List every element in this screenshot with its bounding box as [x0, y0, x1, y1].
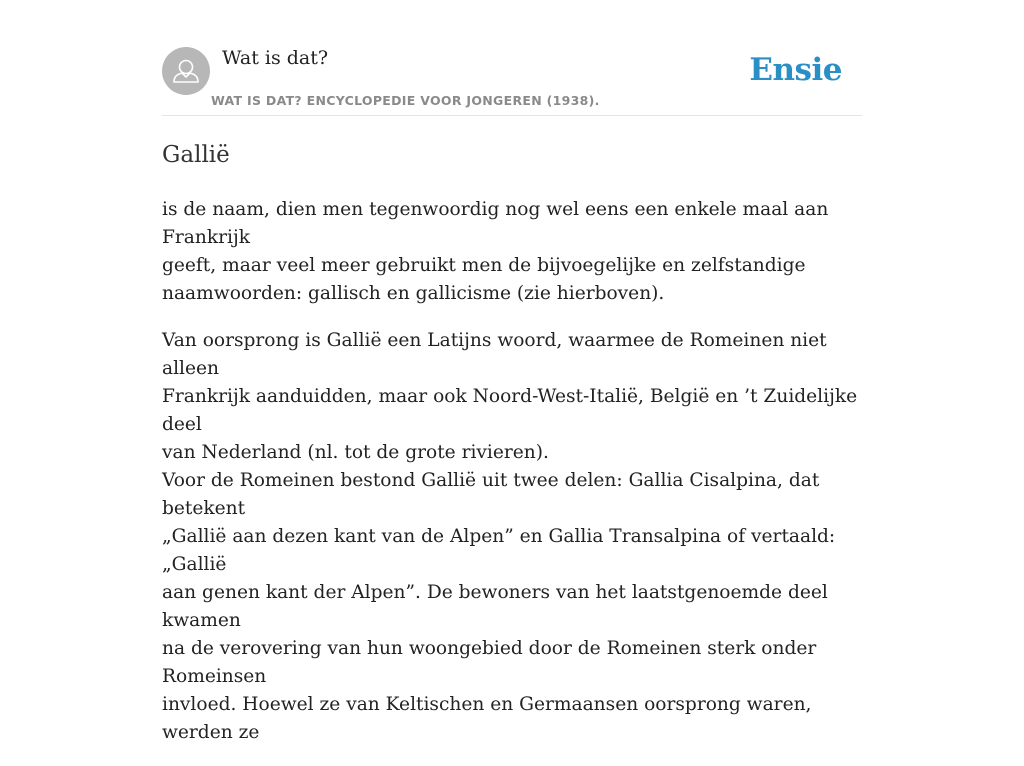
article-paragraph: is de naam, dien men tegenwoordig nog wel eens een enkele maal aan Frankrijk geeft, maar veel meer gebruikt men de bijvoegelijke en zelfstandige naamwoorden: gallisch en gallicisme (zie hierboven). [162, 199, 829, 304]
ensie-logo[interactable]: Ensie [749, 52, 842, 88]
source-subtitle: WAT IS DAT? ENCYCLOPEDIE VOOR JONGEREN (1938). [211, 93, 600, 108]
article-paragraph: Van oorsprong is Gallië een Latijns woord, waarmee de Romeinen niet alleen Frankrijk aanduidden, maar ook Noord-West-Italië, België en ’t Zuidelijke deel van Nederland (nl. tot de grote rivieren). Voor de Romeinen bestond Gallië uit twee delen: Gallia Cisalpina, dat betekent „Gallië aan dezen kant van de Alpen” en Gallia Transalpina of vertaald: „Gallië aan genen kant der Alpen”. De bewoners van het laatstgenoemde deel kwamen na de verovering van hun woongebied door de Romeinen sterk onder Romeinsen invloed. Hoewel ze van Keltischen en Germaansen oorsprong waren, werden ze [162, 330, 858, 743]
article-title: Gallië [162, 142, 230, 168]
source-title[interactable]: Wat is dat? [222, 47, 329, 69]
article [162, 138, 862, 766]
source-header [162, 46, 862, 116]
user-icon[interactable] [162, 47, 210, 95]
